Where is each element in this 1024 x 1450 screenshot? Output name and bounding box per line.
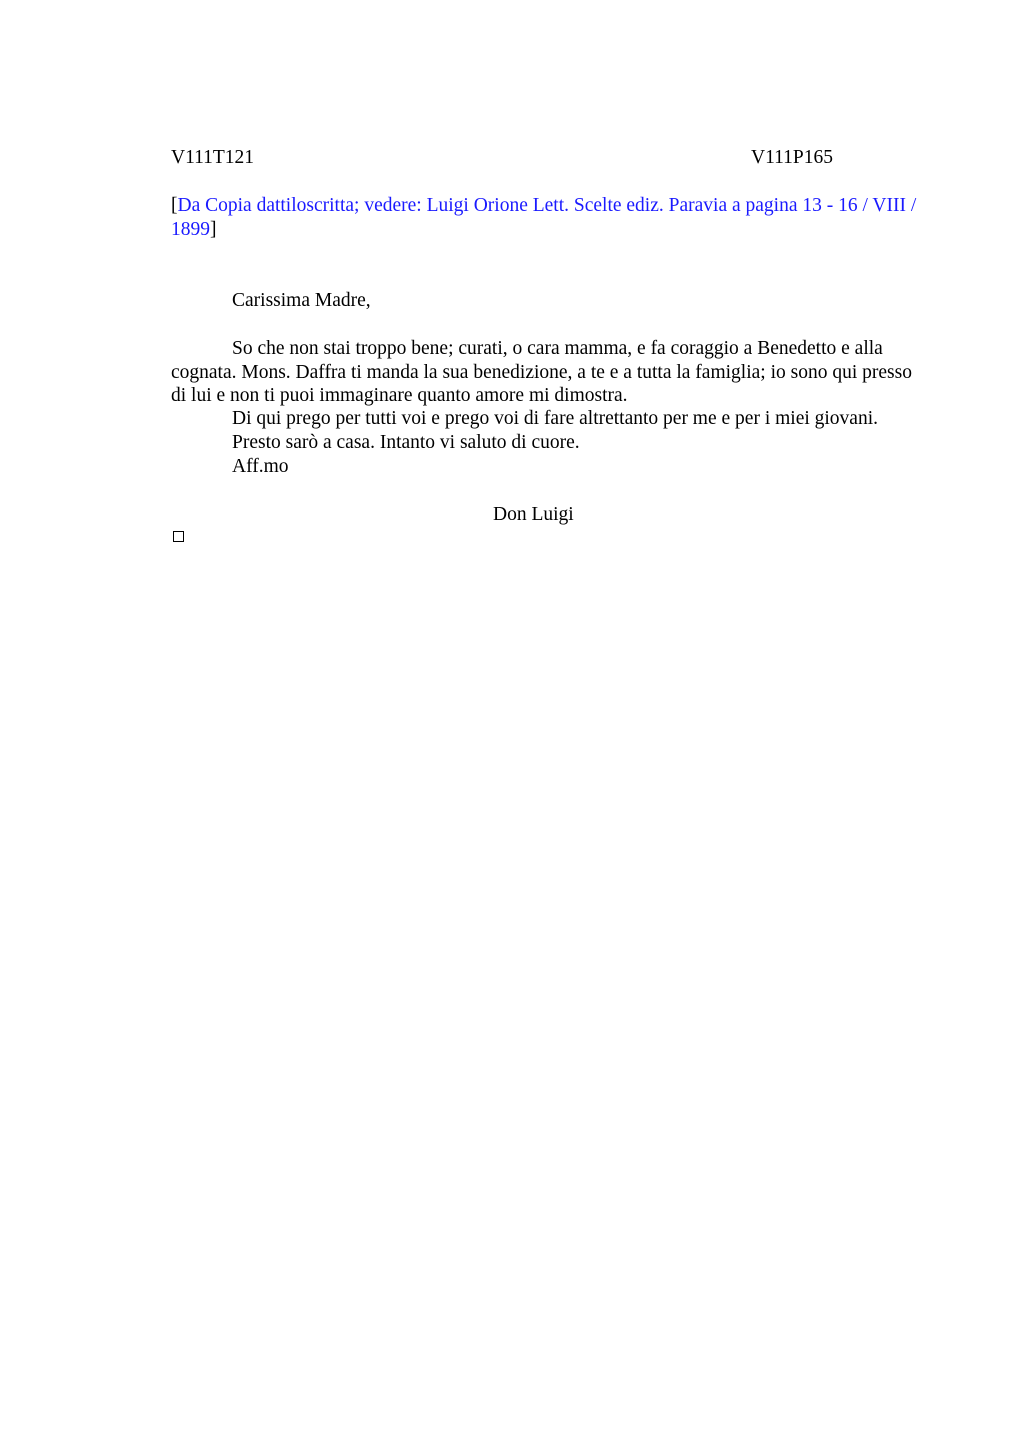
- source-open-bracket: [: [171, 195, 178, 216]
- letter-closing: Aff.mo: [232, 456, 289, 477]
- letter-line-return: Presto sarò a casa. Intanto vi saluto di cuore.: [232, 432, 580, 453]
- letter-paragraph: So che non stai troppo bene; curati, o cara mamma, e fa coraggio a Benedetto e alla cognata. Mons. Daffra ti manda la sua benedizione, a te e a tutta la famiglia; io sono qui presso di lui e non ti puoi immaginare quanto amore mi dimostra.: [171, 338, 912, 406]
- letter-signature: Don Luigi: [493, 504, 574, 525]
- empty-square-icon: [173, 531, 184, 542]
- source-note: [171, 194, 931, 241]
- document-code-right: V111P165: [751, 147, 833, 168]
- letter-line-prayer: Di qui prego per tutti voi e prego voi di fare altrettanto per me e per i miei giovani.: [232, 408, 879, 429]
- letter-salutation: Carissima Madre,: [232, 290, 371, 311]
- source-close-bracket: ]: [210, 218, 217, 240]
- document-code-left: V111T121: [171, 147, 255, 168]
- source-reference-link[interactable]: Da Copia dattiloscritta; vedere: Luigi Orione Lett. Scelte ediz. Paravia a pagina 13 - 16 / VIII / 1899: [171, 195, 917, 240]
